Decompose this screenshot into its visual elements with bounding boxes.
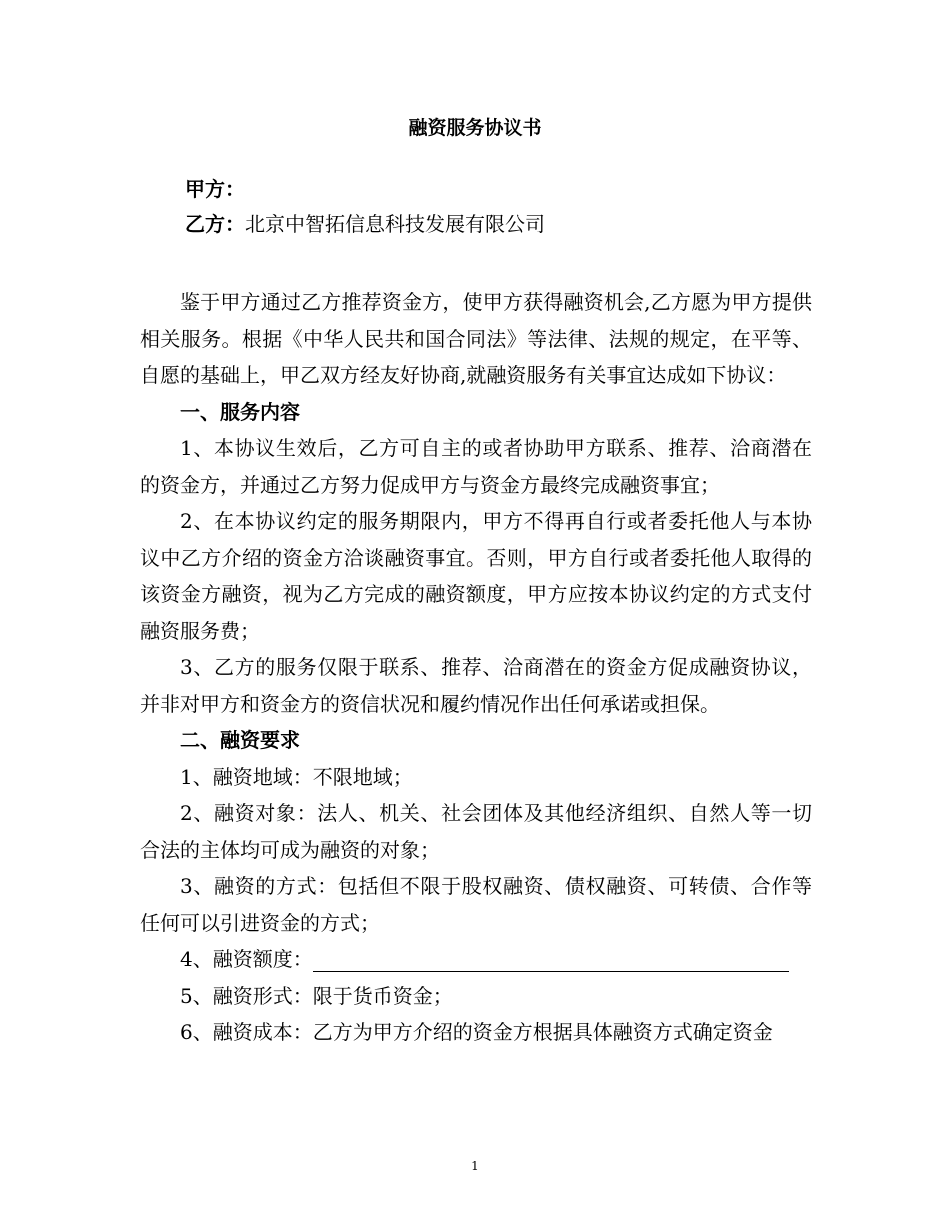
party-b-label: 乙方： [185,212,245,236]
agreement-body [140,284,812,1051]
requirement-amount-label: 4、融资额度： [180,947,313,971]
requirement-item-region: 1、融资地域：不限地域； [180,764,413,789]
page-number: 1 [471,1159,479,1173]
document-title: 融资服务协议书 [408,117,542,139]
party-b-value: 北京中智拓信息科技发展有限公司 [245,212,545,236]
party-b-line [185,209,545,239]
preamble-paragraph: 鉴于甲方通过乙方推荐资金方，使甲方获得融资机会,乙方愿为甲方提供相关服务。根据《中华人民共和国合同法》等法律、法规的规定，在平等、自愿的基础上，甲乙双方经友好协商,就融资服务有关事宜达成如下协议： [140,290,812,387]
service-item-1: 1、本协议生效后，乙方可自主的或者协助甲方联系、推荐、洽商潜在的资金方，并通过乙方努力促成甲方与资金方最终完成融资事宜； [140,436,812,497]
requirement-item-method: 3、融资的方式：包括但不限于股权融资、债权融资、可转债、合作等任何可以引进资金的方式； [140,874,812,935]
service-item-2: 2、在本协议约定的服务期限内，甲方不得再自行或者委托他人与本协议中乙方介绍的资金方洽谈融资事宜。否则，甲方自行或者委托他人取得的该资金方融资，视为乙方完成的融资额度，甲方应按本协议约定的方式支付融资服务费； [140,509,812,643]
section-heading-financing-requirements: 二、融资要求 [180,728,300,752]
service-item-3: 3、乙方的服务仅限于联系、推荐、洽商潜在的资金方促成融资协议，并非对甲方和资金方的资信状况和履约情况作出任何承诺或担保。 [140,655,812,716]
requirement-item-form: 5、融资形式：限于货币资金； [180,983,453,1008]
party-a-line [185,174,245,204]
section-heading-service-content: 一、服务内容 [180,399,300,424]
requirement-item-cost: 6、融资成本：乙方为甲方介绍的资金方根据具体融资方式确定资金 [180,1020,773,1044]
amount-blank-line [313,947,789,972]
requirement-item-target: 2、融资对象：法人、机关、社会团体及其他经济组织、自然人等一切合法的主体均可成为融资的对象； [140,801,812,862]
party-a-label: 甲方： [185,177,245,201]
requirement-item-amount [140,941,812,978]
